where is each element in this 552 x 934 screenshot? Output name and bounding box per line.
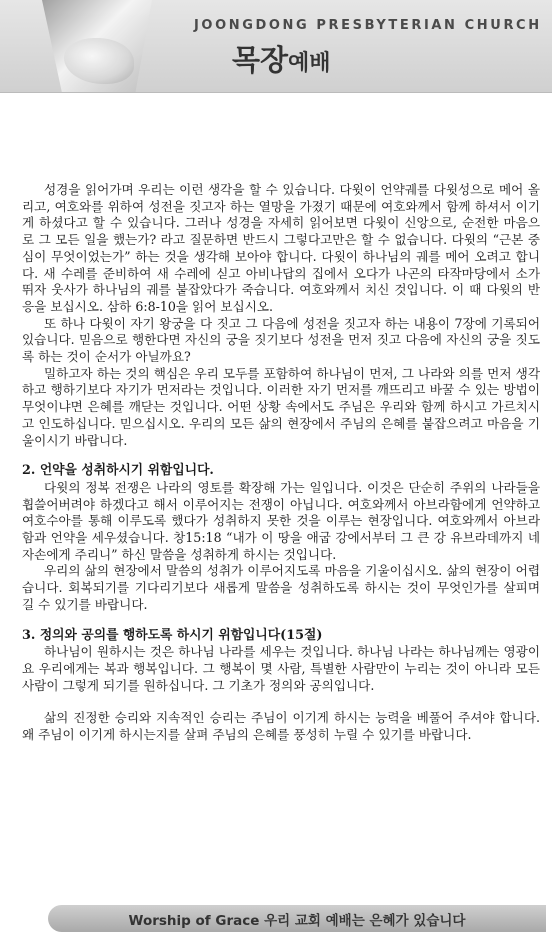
church-name: JOONGDONG PRESBYTERIAN CHURCH bbox=[194, 18, 542, 33]
paragraph: 또 하나 다윗이 자기 왕궁을 다 짓고 그 다음에 성전을 짓고자 하는 내용이 7장에 기록되어 있습니다. 믿음으로 행한다면 자신의 궁을 짓기보다 성전을 먼저 짓고 다음에 자신의 궁을 짓도록 하는 것이 순서가 아닐까요? bbox=[22, 315, 540, 365]
header-banner bbox=[0, 0, 552, 93]
title-sub: 예배 bbox=[288, 51, 331, 76]
section-heading: 2. 언약을 성취하시기 위함입니다. bbox=[22, 463, 214, 479]
praying-hands-image bbox=[42, 0, 152, 92]
paragraph: 하나님이 원하시는 것은 하나님 나라를 세우는 것입니다. 하나님 나라는 하나님께는 영광이요 우리에게는 복과 행복입니다. 그 행복이 몇 사람, 특별한 사람만이 누리는 것이 아니라 모든 사람이 그렇게 되기를 원하십니다. 그 기초가 정의와 공의입니다. bbox=[22, 644, 540, 693]
footer-banner bbox=[48, 905, 546, 932]
sermon-body bbox=[22, 182, 540, 744]
page-title bbox=[232, 38, 331, 79]
paragraph: 우리의 삶의 현장에서 말씀의 성취가 이루어지도록 마음을 기울이십시오. 삶의 현장이 어렵습니다. 회복되기를 기다리기보다 새롭게 말씀을 성취하도록 하시는 것이 무엇인가를 살피며 길 수 있기를 바랍니다. bbox=[22, 563, 540, 612]
hand-shape bbox=[64, 38, 134, 84]
section-heading: 3. 정의와 공의를 행하도록 하시기 위함입니다(15절) bbox=[22, 627, 323, 643]
paragraph: 다윗의 정복 전쟁은 나라의 영토를 확장해 가는 일입니다. 이것은 단순히 주위의 나라들을 휩쓸어버려야 하겠다고 해서 이루어지는 전쟁이 아닙니다. 여호와께서 아브라함에게 언약하고 여호수아를 통해 이루도록 했다가 성취하지 못한 것을 이루는 현장입니다. 여호와께서 아브라함과 언약을 세우셨습니다. 창15:18 “내가 이 땅을 애굽 강에서부터 그 큰 강 유브라데까지 네 자손에게 주리니” 하신 말씀을 성취하게 하시는 것입니다. bbox=[22, 479, 540, 562]
spacer bbox=[22, 694, 540, 710]
paragraph: 삶의 진정한 승리와 지속적인 승리는 주님이 이기게 하시는 능력을 베풀어 주셔야 합니다. 왜 주님이 이기게 하시는지를 살펴 주님의 은혜를 풍성히 누릴 수 있기를 바랍니다. bbox=[22, 710, 540, 743]
paragraph: 밀하고자 하는 것의 핵심은 우리 모두를 포함하여 하나님이 먼저, 그 나라와 의를 먼저 생각하고 행하기보다 자기가 먼저라는 것입니다. 이러한 자기 먼저를 깨뜨리고 바꿀 수 있는 방법이 무엇이냐면 은혜를 깨닫는 것입니다. 어떤 상황 속에서도 주님은 우리와 함께 하시고 가르치시고 인도하십니다. 믿으십시오. 우리의 모든 삶의 현장에서 주님의 은혜를 붙잡으려고 마음을 기울이시기 바랍니다. bbox=[22, 365, 540, 448]
footer-text: Worship of Grace 우리 교회 예배는 은혜가 있습니다 bbox=[128, 912, 466, 929]
title-main: 목장 bbox=[232, 43, 289, 77]
paragraph: 성경을 읽어가며 우리는 이런 생각을 할 수 있습니다. 다윗이 언약궤를 다윗성으로 메어 올리고, 여호와를 위하여 성전을 짓고자 하는 열망을 가졌기 때문에 여호와께서 함께 하셔서 이기게 하셨다고 할 수 있습니다. 그러나 성경을 자세히 읽어보면 다윗이 신앙으로, 순전한 마음으로 그 모든 일을 했는가? 라고 질문하면 반드시 그렇다고만은 할 수 없습니다. 다윗의 “근본 중심이 무엇이었는가” 하는 것을 생각해 보아야 합니다. 다윗이 하나님의 궤를 메어 오려고 합니다. 새 수레를 준비하여 새 수레에 싣고 아비나답의 집에서 오다가 나곤의 타작마당에서 소가 뛰자 웃사가 하나님의 궤를 붙잡았다가 죽습니다. 여호와께서 치신 것입니다. 이 때 다윗의 반응을 보십시오. 삼하 6:8-10을 읽어 보십시오. bbox=[22, 182, 540, 314]
